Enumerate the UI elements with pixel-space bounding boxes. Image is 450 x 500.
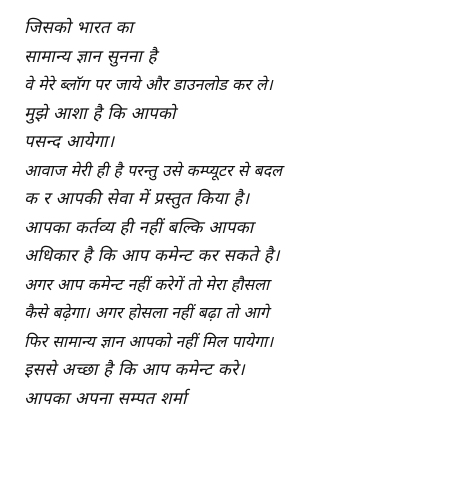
text-line-9: अधिकार है कि आप कमेन्ट कर सकते है।: [24, 246, 280, 266]
text-line-3: वे मेरे ब्लॉग पर जाये और डाउनलोड कर ले।: [24, 75, 273, 94]
signature-line: आपका अपना सम्पत शर्मा: [24, 388, 187, 409]
text-line-12: फिर सामान्य ज्ञान आपको नहीं मिल पायेगा।: [24, 331, 274, 351]
text-line-13: इससे अच्छा है कि आप कमेन्ट करे।: [24, 360, 245, 380]
text-line-8: आपका कर्तव्य ही नहीं बल्कि आपका: [24, 217, 254, 238]
hindi-message-text: [24, 14, 444, 413]
text-line-11: कैसे बढ़ेगा। अगर होसला नहीं बढ़ा तो आगे: [24, 303, 269, 322]
text-line-6: आवाज मेरी ही है परन्तु उसे कम्प्यूटर से बदल: [24, 160, 282, 180]
text-line-2: सामान्य ज्ञान सुनना है: [24, 46, 157, 67]
text-line-1: जिसको भारत का: [24, 18, 134, 38]
text-line-4: मुझे आशा है कि आपको: [24, 103, 176, 124]
text-line-5: पसन्द आयेगा।: [24, 132, 115, 152]
text-line-7: क र आपकी सेवा में प्रस्तुत किया है।: [24, 189, 250, 209]
text-line-10: अगर आप कमेन्ट नहीं करेगें तो मेरा हौसला: [24, 274, 270, 294]
